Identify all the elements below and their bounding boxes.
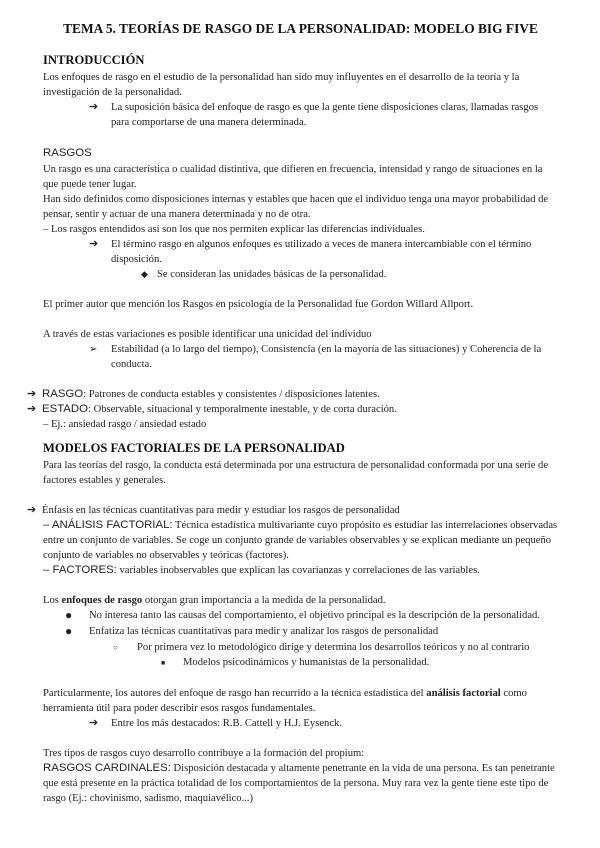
intro-bullet — [89, 100, 558, 130]
arrow-icon: ➔ — [89, 238, 99, 250]
enfoques-dot-2-text: Enfatiza las técnicas cuantitativas para medir y analizar los rasgos de personalidad — [89, 626, 439, 637]
enfoques-square-1-text: Modelos psicodinámicos y humanistas de la personalidad. — [183, 657, 430, 668]
bullet-square-icon: ■ — [161, 659, 166, 667]
factores-definition — [43, 563, 558, 578]
rasgos-paragraph-1: Un rasgo es una característica o cualidad distintiva, que difieren en frecuencia, intensidad y rango de situaciones en la que puede tener lugar. — [43, 164, 543, 190]
enfoques-dot-1 — [65, 608, 558, 624]
enfoques-dot-2 — [65, 624, 558, 640]
rasgo-label: RASGO — [42, 388, 84, 400]
ejemplo-text: – Ej.: ansiedad rasgo / ansiedad estado — [43, 419, 207, 430]
modelos-bullet-1 — [27, 503, 558, 518]
destacados-bullet-text: Entre los más destacados: R.B. Cattell y H.J. Eysenck. — [111, 718, 342, 729]
unicidad-paragraph: A través de estas variaciones es posible identificar una unicidad del individuo — [43, 329, 372, 340]
rasgos-sub-bullet — [141, 267, 558, 282]
enfoques-circle-1-text: Por primera vez lo metodológico dirige y determina los desarrollos teóricos y no al contrario — [137, 642, 530, 653]
enfoques-square-1 — [161, 655, 558, 671]
rasgo-definition — [27, 387, 558, 402]
analisis-factorial-text: Técnica estadística multivariante cuyo propósito es estudiar las interrelaciones observadas entre un conjunto de variables. Se coge un conjunto grande de variables observables y se explican mediante un pequeño conjunto de variables no observables y teóricas (factores). — [43, 520, 558, 561]
destacados-bullet — [89, 716, 558, 731]
rasgos-cardinales-text: Disposición destacada y altamente penetrante en la vida de una persona. Es tan penetrante que está presente en la práctica totalidad de los comportamientos de la persona. Muy rara vez la gente tiene este tipo de rasgo (Ej.: chovinismo, sadismo, maquiavélico...) — [43, 763, 555, 804]
factores-label: – FACTORES: — [43, 564, 117, 576]
estado-label: ESTADO — [42, 403, 88, 415]
estado-definition — [27, 402, 558, 417]
rasgos-paragraph-2: Han sido definidos como disposiciones internas y estables que hacen que el individuo tenga una mayor probabilidad de pensar, sentir y actuar de una manera determinada y no de otra. — [43, 194, 549, 220]
bullet-dot-icon: ● — [65, 608, 73, 622]
enfoques-circle-1 — [113, 640, 558, 655]
bullet-dot-icon: ● — [65, 624, 73, 638]
rasgos-bullet-1 — [89, 237, 558, 267]
arrow-icon: ➔ — [27, 388, 37, 400]
heading-rasgos: RASGOS — [43, 147, 92, 159]
enfoques-paragraph: Los enfoques de rasgo otorgan gran importancia a la medida de la personalidad. — [43, 595, 386, 606]
heading-introduccion: INTRODUCCIÓN — [43, 53, 145, 67]
document-title: TEMA 5. TEORÍAS DE RASGO DE LA PERSONALIDAD: MODELO BIG FIVE — [63, 21, 538, 36]
arrow-icon: ➔ — [89, 717, 99, 729]
allport-paragraph: El primer autor que mención los Rasgos en psicología de la Personalidad fue Gordon Willard Allport. — [43, 299, 474, 310]
arrow-icon: ➔ — [89, 101, 99, 113]
heading-modelos-factoriales: MODELOS FACTORIALES DE LA PERSONALIDAD — [43, 441, 345, 455]
unicidad-bullet — [89, 342, 558, 372]
particularmente-paragraph: Particularmente, los autores del enfoque de rasgo han recurrido a la técnica estadística del análisis factorial como herramienta útil para poder describir esos rasgos fundamentales. — [43, 688, 527, 714]
rasgos-cardinales-label: RASGOS CARDINALES: — [43, 762, 171, 774]
analisis-factorial-bold: análisis factorial — [426, 688, 501, 699]
triangle-arrow-icon: ➢ — [89, 344, 98, 355]
diamond-icon: ◆ — [141, 269, 148, 279]
rasgos-paragraph-3: – Los rasgos entendidos así son los que nos permiten explicar las diferencias individuales. — [43, 224, 425, 235]
rasgo-text: : Patrones de conducta estables y consistentes / disposiciones latentes. — [83, 389, 380, 400]
enfoques-bold: enfoques de rasgo — [61, 595, 143, 606]
analisis-factorial-definition — [43, 518, 558, 563]
tres-tipos-paragraph: Tres tipos de rasgos cuyo desarrollo contribuye a la formación del propium: — [43, 748, 365, 759]
estado-text: : Observable, situacional y temporalmente inestable, y de corta duración. — [88, 404, 397, 415]
rasgos-bullet-1-text: El término rasgo en algunos enfoques es utilizado a veces de manera intercambiable con el término disposición. — [111, 239, 532, 265]
arrow-icon: ➔ — [27, 403, 37, 415]
analisis-factorial-label: – ANÁLISIS FACTORIAL: — [43, 519, 173, 531]
modelos-paragraph-1: Para las teorías del rasgo, la conducta está determinada por una estructura de personalidad conformada por una serie de factores estables y generales. — [43, 460, 549, 486]
bullet-circle-icon: ○ — [113, 643, 118, 652]
modelos-bullet-1-text: Énfasis en las técnicas cuantitativas para medir y estudiar los rasgos de personalidad — [42, 505, 400, 516]
factores-text: variables inobservables que explican las covarianzas y correlaciones de las variables. — [116, 565, 480, 576]
unicidad-bullet-text: Estabilidad (a lo largo del tiempo), Consistencia (en la mayoría de las situaciones) y Coherencia de la conducta. — [111, 344, 542, 370]
enfoques-dot-1-text: No interesa tanto las causas del comportamiento, el objetivo principal es la descripción de la personalidad. — [89, 610, 540, 621]
arrow-icon: ➔ — [27, 504, 37, 516]
rasgos-cardinales-definition — [43, 761, 558, 806]
intro-bullet-text: La suposición básica del enfoque de rasgo es que la gente tiene disposiciones claras, llamadas rasgos para comportarse de una manera determinada. — [111, 102, 539, 128]
intro-paragraph: Los enfoques de rasgo en el estudio de la personalidad han sido muy influyentes en el desarrollo de la teoría y la investigación de la personalidad. — [43, 72, 520, 98]
rasgos-sub-bullet-text: Se consideran las unidades básicas de la personalidad. — [157, 269, 387, 280]
